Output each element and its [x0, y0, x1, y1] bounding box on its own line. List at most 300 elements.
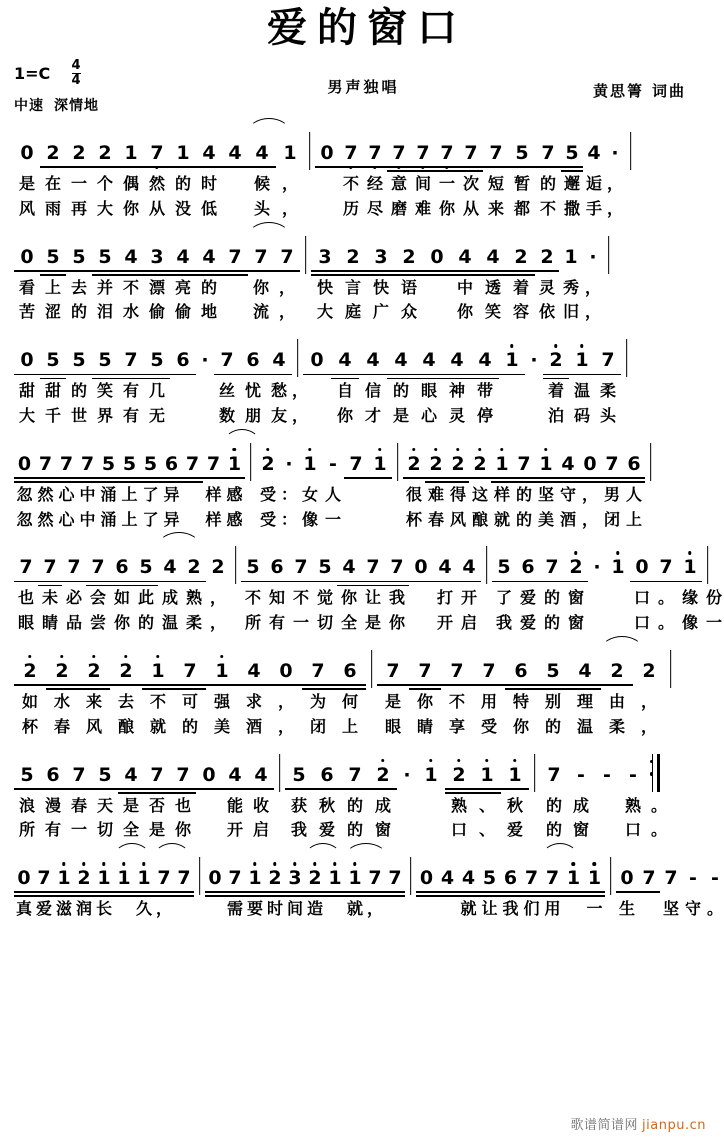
lyric-syllable: 的 — [543, 588, 560, 608]
lyric-syllable: 、 — [478, 820, 495, 840]
lyric-syllable: 心 — [58, 509, 75, 529]
lyric-syllable — [230, 611, 241, 636]
lyric-syllable: 丝 — [218, 381, 235, 401]
lyric-syllable: 时 — [200, 174, 217, 193]
lyric-syllable: 春 — [53, 716, 70, 736]
note: 7 — [289, 558, 313, 586]
lyric-syllable: 自 — [336, 381, 353, 401]
note: 5 — [92, 351, 118, 379]
note: 2 — [339, 248, 367, 276]
measure — [416, 869, 605, 897]
lyric-line — [14, 818, 710, 843]
lyric-syllable: 你 — [416, 691, 433, 711]
note: 1 — [54, 869, 74, 897]
lyric-syllable: 的 — [539, 174, 556, 193]
note: 2 — [395, 248, 423, 276]
note: 2 — [74, 869, 94, 897]
note: 6 — [240, 351, 266, 379]
lyric-syllable: 得 — [449, 484, 466, 504]
lyric-syllable: 着 — [512, 277, 529, 297]
measure — [14, 351, 292, 379]
note: 4 — [387, 351, 415, 379]
measure — [311, 245, 603, 276]
lyric-syllable: 样 — [205, 484, 222, 504]
lyric-syllable: 一 — [324, 509, 341, 529]
barline — [645, 439, 656, 483]
measure — [403, 452, 645, 483]
note: 1 — [134, 869, 154, 897]
lyric-syllable: 偷 — [174, 302, 191, 322]
note: 0 — [196, 766, 222, 794]
lyric-syllable — [304, 172, 315, 197]
tempo-marking: 中速 — [14, 98, 44, 114]
lyric-syllable: 天 — [96, 795, 113, 815]
lyric-syllable — [230, 586, 241, 611]
lyric-syllable: 撒 — [563, 198, 580, 218]
note: 7 — [248, 248, 274, 276]
lyric-syllable: 灵 — [538, 277, 555, 297]
note: 2 — [601, 662, 633, 690]
lyric-syllable: 看 — [18, 277, 35, 297]
lyric-syllable: 历 — [342, 198, 359, 218]
lyric-syllable: 码 — [573, 405, 590, 425]
lyric-syllable: 是 — [18, 174, 35, 193]
note: 7 — [411, 144, 435, 172]
lyric-syllable — [529, 818, 540, 843]
lyric-syllable: 从 — [462, 198, 479, 218]
note: 5 — [285, 766, 313, 794]
lyric-syllable: 久 — [135, 899, 152, 919]
lyric-syllable: 为 — [309, 691, 326, 711]
lyric-syllable — [368, 508, 392, 533]
lyric-syllable: 千 — [44, 405, 61, 425]
lyric-syllable: ， — [277, 691, 294, 711]
note: 2 — [40, 144, 66, 172]
lyric-syllable: 着 — [547, 381, 564, 401]
lyric-syllable: 再 — [70, 198, 87, 218]
lyric-syllable — [416, 897, 437, 922]
note: 4 — [587, 142, 601, 164]
lyric-syllable: 有 — [122, 405, 139, 425]
lyric-syllable: 是 — [384, 691, 401, 711]
note: 2 — [305, 869, 325, 897]
lyric-syllable: 爱 — [35, 899, 52, 919]
lyric-syllable: ， — [584, 302, 601, 322]
note: 0 — [579, 455, 601, 483]
note: 4 — [158, 558, 182, 586]
note: 5 — [144, 351, 170, 379]
lyric-syllable — [392, 508, 403, 533]
note: 1 — [303, 452, 317, 475]
lyric-syllable: 很 — [405, 484, 422, 504]
lyric-syllable: 几 — [148, 381, 165, 401]
note: 2 — [78, 662, 110, 690]
note: 7 — [62, 558, 86, 586]
lyric-syllable: 大 — [96, 198, 113, 218]
lyric-syllable: 所 — [18, 820, 35, 840]
lyric-line — [14, 404, 710, 429]
note: 1 — [283, 142, 297, 164]
lyric-syllable: 神 — [448, 381, 465, 401]
note: 2 — [642, 659, 656, 682]
lyric-syllable: ， — [278, 302, 295, 322]
note: 7 — [547, 763, 561, 786]
lyric-syllable: 人 — [324, 484, 341, 504]
lyric-syllable: ， — [209, 613, 226, 633]
lyric-syllable: 间 — [414, 174, 431, 193]
note: 5 — [14, 766, 40, 794]
lyric-syllable: 生 — [618, 899, 635, 919]
lyric-syllable — [274, 818, 285, 843]
lyric-syllable: 切 — [96, 820, 113, 840]
barline — [481, 542, 492, 586]
note: 2 — [110, 662, 142, 690]
lyric-syllable: 理 — [576, 691, 593, 711]
lyric-syllable: 酒 — [559, 509, 576, 529]
sustain-dash: - — [689, 867, 697, 890]
lyric-syllable: 你 — [336, 405, 353, 425]
note: 7 — [459, 144, 483, 172]
lyric-syllable: 用 — [544, 899, 561, 919]
lyric-syllable: 可 — [181, 691, 198, 711]
lyric-syllable — [409, 586, 433, 611]
lyric-syllable: ， — [155, 899, 172, 919]
barline — [603, 232, 614, 276]
note: 1 — [142, 662, 174, 690]
note: 7 — [34, 869, 54, 897]
barline — [625, 128, 636, 172]
lyric-syllable: 造 — [306, 899, 323, 919]
lyric-syllable: 杯 — [21, 716, 38, 736]
note: 7 — [535, 144, 561, 172]
lyric-syllable: 柔 — [185, 613, 202, 633]
barline — [304, 128, 315, 172]
lyric-syllable: 是 — [364, 613, 381, 633]
lyric-syllable: 就 — [460, 899, 477, 919]
lyric-syllable: 不 — [448, 691, 465, 711]
lyric-syllable: 的 — [200, 277, 217, 297]
lyric-syllable — [605, 897, 616, 922]
lyric-syllable — [392, 483, 403, 508]
lyric-syllable: 忽 — [16, 509, 33, 529]
lyric-syllable: 柔 — [599, 381, 616, 401]
note: 1 — [224, 455, 245, 483]
note: 7 — [38, 558, 62, 586]
note: 7 — [483, 144, 509, 172]
lyric-syllable: 守 — [684, 899, 701, 919]
barline — [665, 646, 676, 690]
lyric-syllable — [196, 794, 222, 819]
lyric-syllable: 获 — [290, 795, 307, 815]
lyric-syllable: 无 — [148, 405, 165, 425]
lyric-syllable — [222, 300, 248, 325]
music-system — [14, 532, 722, 636]
note: 5 — [66, 248, 92, 276]
lyric-syllable: 难 — [427, 484, 444, 504]
lyric-syllable: 大 — [18, 405, 35, 425]
lyric-syllable: 不 — [539, 198, 556, 218]
lyric-syllable — [385, 897, 405, 922]
lyric-syllable: 熟 — [450, 795, 467, 815]
lyric-syllable: 你 — [388, 613, 405, 633]
note: 0 — [630, 558, 654, 586]
lyric-syllable: 不 — [342, 174, 359, 193]
lyric-syllable — [397, 818, 417, 843]
lyric-syllable: 秋 — [506, 795, 523, 815]
lyric-syllable: ： — [280, 509, 297, 529]
lyric-syllable — [174, 897, 194, 922]
lyric-syllable: 不 — [244, 588, 261, 608]
lyric-syllable: 的 — [70, 381, 87, 401]
lyric-syllable: 口 — [633, 588, 650, 608]
lyric-syllable: 也 — [174, 795, 191, 815]
note: 4 — [238, 662, 270, 690]
lyric-syllable: 快 — [316, 277, 333, 297]
lyric-syllable — [368, 483, 392, 508]
lyric-syllable: 上 — [341, 716, 358, 736]
note: 4 — [118, 248, 144, 276]
lyric-syllable: 切 — [316, 613, 333, 633]
note: 7 — [664, 867, 678, 890]
lyric-syllable: 别 — [544, 691, 561, 711]
lyric-syllable: 柔 — [608, 716, 625, 736]
lyric-line — [14, 379, 710, 404]
lyric-syllable — [409, 611, 433, 636]
lyric-syllable: 感 — [226, 509, 243, 529]
note: 4 — [266, 351, 292, 379]
augmentation-dot: · — [285, 452, 293, 475]
note: 0 — [205, 869, 225, 897]
lyric-syllable: 我 — [495, 613, 512, 633]
note: 7 — [203, 455, 224, 483]
note: 7 — [56, 455, 77, 483]
lyric-syllable — [606, 586, 630, 611]
note: 1 — [611, 556, 625, 579]
lyric-syllable: 。 — [657, 588, 674, 608]
lyric-syllable: 友 — [270, 405, 287, 425]
lyric-syllable: 头 — [599, 405, 616, 425]
lyric-syllable: 。 — [657, 613, 674, 633]
note: 0 — [14, 351, 40, 379]
lyric-syllable: 泪 — [96, 302, 113, 322]
lyric-syllable: 能 — [226, 795, 243, 815]
lyric-syllable: 然 — [148, 174, 165, 193]
note: 2 — [507, 248, 535, 276]
time-signature-numerator: 4 — [71, 58, 81, 73]
lyric-syllable: 你 — [252, 277, 269, 297]
lyric-syllable: 必 — [65, 588, 82, 608]
barline — [300, 232, 311, 276]
lyric-syllable — [594, 794, 620, 819]
lyric-syllable: 有 — [268, 613, 285, 633]
note: 7 — [274, 248, 300, 276]
lyric-syllable: 的 — [392, 381, 409, 401]
lyric-syllable: 上 — [44, 277, 61, 297]
end-repeat-barline — [646, 750, 662, 794]
music-system — [14, 118, 710, 222]
measure — [616, 869, 724, 897]
lyric-syllable: 停 — [476, 405, 493, 425]
augmentation-dot: · — [589, 245, 597, 268]
time-signature-denominator: 4 — [71, 72, 81, 88]
lyric-syllable: 忧 — [244, 381, 261, 401]
note: 7 — [86, 558, 110, 586]
lyric-syllable: 受 — [480, 716, 497, 736]
lyric-syllable: 雨 — [44, 198, 61, 218]
lyric-syllable: 异 — [163, 484, 180, 504]
lyric-syllable: 水 — [122, 302, 139, 322]
note: 5 — [66, 351, 92, 379]
lyric-syllable: 漂 — [148, 277, 165, 297]
note: 7 — [174, 869, 194, 897]
watermark-text: 歌谱简谱网 — [570, 1118, 639, 1133]
note: 7 — [341, 766, 369, 794]
lyric-syllable: 在 — [44, 174, 61, 193]
lyric-syllable: 。 — [650, 820, 667, 840]
barline — [292, 335, 303, 379]
lyric-syllable: 温 — [573, 381, 590, 401]
lyric-line — [14, 611, 722, 636]
lyric-syllable — [638, 897, 660, 922]
lyric-syllable: 水 — [53, 691, 70, 711]
note-row — [14, 439, 710, 483]
note: 4 — [359, 351, 387, 379]
note: 4 — [569, 662, 601, 690]
lyric-syllable: 闭 — [603, 509, 620, 529]
note: 7 — [377, 662, 409, 690]
note: 7 — [521, 869, 542, 897]
note: 7 — [170, 766, 196, 794]
note: 6 — [40, 766, 66, 794]
lyric-syllable: 的 — [544, 716, 561, 736]
note: 7 — [385, 869, 405, 897]
lyric-syllable: 一 — [70, 174, 87, 193]
lyric-syllable: 春 — [70, 795, 87, 815]
lyric-syllable: 容 — [512, 302, 529, 322]
lyric-syllable: 我 — [388, 588, 405, 608]
lyric-syllable — [222, 276, 248, 301]
lyric-syllable: 闭 — [309, 716, 326, 736]
lyric-syllable: 缘 — [681, 588, 698, 608]
note: 0 — [416, 869, 437, 897]
note: 1 — [499, 351, 525, 379]
note: 5 — [134, 558, 158, 586]
lyric-syllable: 口 — [624, 820, 641, 840]
lyric-syllable: 窗 — [567, 588, 584, 608]
note: 2 — [265, 869, 285, 897]
lyric-syllable: 朋 — [244, 405, 261, 425]
lyric-syllable — [366, 690, 377, 715]
lyric-syllable: 邂 — [563, 174, 580, 193]
measure — [492, 558, 702, 586]
lyric-syllable: 你 — [512, 716, 529, 736]
music-systems — [0, 118, 724, 922]
note: 4 — [196, 144, 222, 172]
note: 1 — [368, 455, 392, 483]
measure — [256, 452, 392, 483]
lyric-syllable: 难 — [414, 198, 431, 218]
lyric-syllable: 来 — [487, 198, 504, 218]
lyric-syllable: 心 — [420, 405, 437, 425]
lyric-syllable: 来 — [85, 691, 102, 711]
lyric-syllable: ， — [581, 509, 598, 529]
lyric-syllable: 中 — [79, 484, 96, 504]
lyric-syllable — [182, 483, 203, 508]
composer-role: 词曲 — [651, 82, 686, 100]
note: 4 — [118, 766, 144, 794]
lyric-syllable: 不 — [122, 277, 139, 297]
measure — [315, 144, 625, 172]
note: 2 — [564, 558, 588, 586]
lyric-syllable — [196, 818, 222, 843]
lyric-syllable: ， — [278, 277, 295, 297]
composer-name: 黄思箐 — [592, 82, 644, 100]
lyric-syllable: ， — [292, 405, 309, 425]
measure — [285, 763, 529, 794]
music-system — [14, 636, 710, 740]
lyric-syllable: 的 — [545, 820, 562, 840]
sustain-dash: - — [329, 452, 337, 475]
lyric-syllable: 就 — [493, 509, 510, 529]
lyric-syllable: 暂 — [513, 174, 530, 193]
lyric-syllable: 意 — [390, 174, 407, 193]
note: 1 — [491, 455, 513, 483]
lyric-syllable: 。 — [706, 899, 723, 919]
lyric-syllable: ： — [280, 484, 297, 504]
lyric-line — [14, 172, 710, 197]
note: 1 — [245, 869, 265, 897]
lyric-syllable: 你 — [174, 820, 191, 840]
note: 7 — [473, 662, 505, 690]
barline — [605, 853, 616, 897]
note: 1 — [114, 869, 134, 897]
lyric-syllable: 开 — [226, 820, 243, 840]
lyric-syllable — [606, 611, 630, 636]
expression-marking: 深情地 — [54, 98, 99, 114]
lyric-syllable: 世 — [70, 405, 87, 425]
lyric-syllable: 女 — [301, 484, 318, 504]
lyric-syllable: ， — [640, 691, 657, 711]
lyric-syllable: 信 — [364, 381, 381, 401]
lyric-line — [14, 300, 710, 325]
note: 7 — [540, 558, 564, 586]
lyric-syllable — [170, 404, 196, 429]
lyric-syllable — [397, 794, 417, 819]
measure — [14, 452, 245, 483]
lyric-syllable: 不 — [292, 588, 309, 608]
lyric-syllable: 如 — [21, 691, 38, 711]
lyric-syllable: 的 — [174, 174, 191, 193]
lyric-syllable: 熟 — [624, 795, 641, 815]
watermark — [571, 1114, 706, 1133]
lyric-syllable: 一 — [292, 613, 309, 633]
note: 7 — [302, 662, 334, 690]
lyric-line — [14, 715, 710, 740]
lyric-syllable: 笑 — [484, 302, 501, 322]
note: 1 — [564, 245, 578, 268]
lyric-syllable: 有 — [44, 820, 61, 840]
note: 5 — [40, 248, 66, 276]
note: 5 — [479, 869, 500, 897]
note: 4 — [443, 351, 471, 379]
note: 4 — [196, 248, 222, 276]
note: 7 — [144, 144, 170, 172]
lyric-line — [14, 276, 710, 301]
lyric-syllable: 的 — [181, 716, 198, 736]
note: 0 — [409, 558, 433, 586]
note: 1 — [569, 351, 595, 379]
lyric-syllable: 求 — [245, 691, 262, 711]
